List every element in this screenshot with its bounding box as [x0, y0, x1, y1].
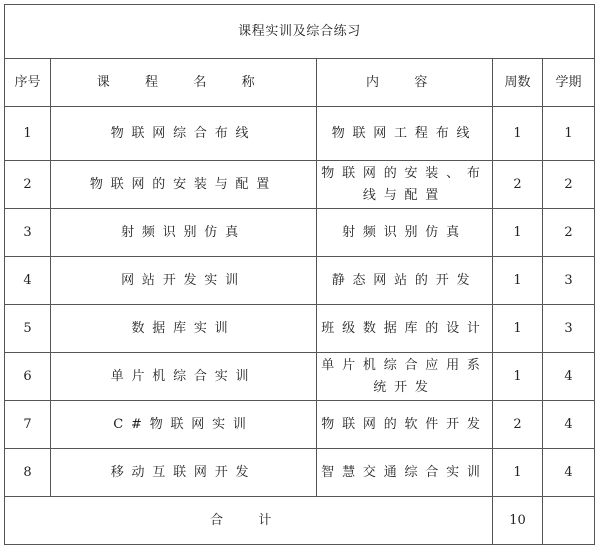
row-weeks: 2	[493, 401, 543, 449]
table-row	[5, 449, 595, 497]
total-weeks: 10	[493, 497, 543, 545]
row-weeks: 1	[493, 353, 543, 401]
table-header-row	[5, 59, 595, 107]
row-seq: 8	[5, 449, 51, 497]
row-weeks: 1	[493, 449, 543, 497]
row-course: 网站开发实训	[51, 257, 317, 305]
table-title-row	[5, 5, 595, 59]
header-course: 课 程 名 称	[51, 59, 317, 107]
row-term: 4	[543, 449, 595, 497]
row-weeks: 1	[493, 257, 543, 305]
table-row	[5, 257, 595, 305]
row-seq: 4	[5, 257, 51, 305]
row-term: 4	[543, 353, 595, 401]
row-content: 智慧交通综合实训	[317, 449, 493, 497]
row-course: 移动互联网开发	[51, 449, 317, 497]
row-content: 射频识别仿真	[317, 209, 493, 257]
row-term: 3	[543, 257, 595, 305]
course-training-table	[4, 4, 595, 545]
row-content: 单片机综合应用系统开发	[317, 353, 493, 401]
row-course: 物联网综合布线	[51, 107, 317, 161]
row-course: 物联网的安装与配置	[51, 161, 317, 209]
row-weeks: 2	[493, 161, 543, 209]
table-row	[5, 161, 595, 209]
row-term: 2	[543, 209, 595, 257]
row-course: 数据库实训	[51, 305, 317, 353]
header-seq: 序号	[5, 59, 51, 107]
row-term: 1	[543, 107, 595, 161]
row-content: 物联网工程布线	[317, 107, 493, 161]
table-row	[5, 353, 595, 401]
row-weeks: 1	[493, 209, 543, 257]
row-content: 班级数据库的设计	[317, 305, 493, 353]
row-seq: 2	[5, 161, 51, 209]
header-term: 学期	[543, 59, 595, 107]
total-row	[5, 497, 595, 545]
header-content: 内 容	[317, 59, 493, 107]
row-weeks: 1	[493, 305, 543, 353]
table-row	[5, 107, 595, 161]
row-course: 射频识别仿真	[51, 209, 317, 257]
table-row	[5, 401, 595, 449]
row-content: 物联网的软件开发	[317, 401, 493, 449]
row-term: 3	[543, 305, 595, 353]
total-term	[543, 497, 595, 545]
row-seq: 7	[5, 401, 51, 449]
table-row	[5, 305, 595, 353]
row-seq: 5	[5, 305, 51, 353]
row-content: 物联网的安装、布线与配置	[317, 161, 493, 209]
row-seq: 3	[5, 209, 51, 257]
row-term: 4	[543, 401, 595, 449]
row-seq: 1	[5, 107, 51, 161]
row-weeks: 1	[493, 107, 543, 161]
row-term: 2	[543, 161, 595, 209]
table-row	[5, 209, 595, 257]
total-label: 合 计	[5, 497, 493, 545]
row-content: 静态网站的开发	[317, 257, 493, 305]
row-course: 单片机综合实训	[51, 353, 317, 401]
table-title: 课程实训及综合练习	[5, 5, 595, 59]
header-weeks: 周数	[493, 59, 543, 107]
row-seq: 6	[5, 353, 51, 401]
row-course: C#物联网实训	[51, 401, 317, 449]
